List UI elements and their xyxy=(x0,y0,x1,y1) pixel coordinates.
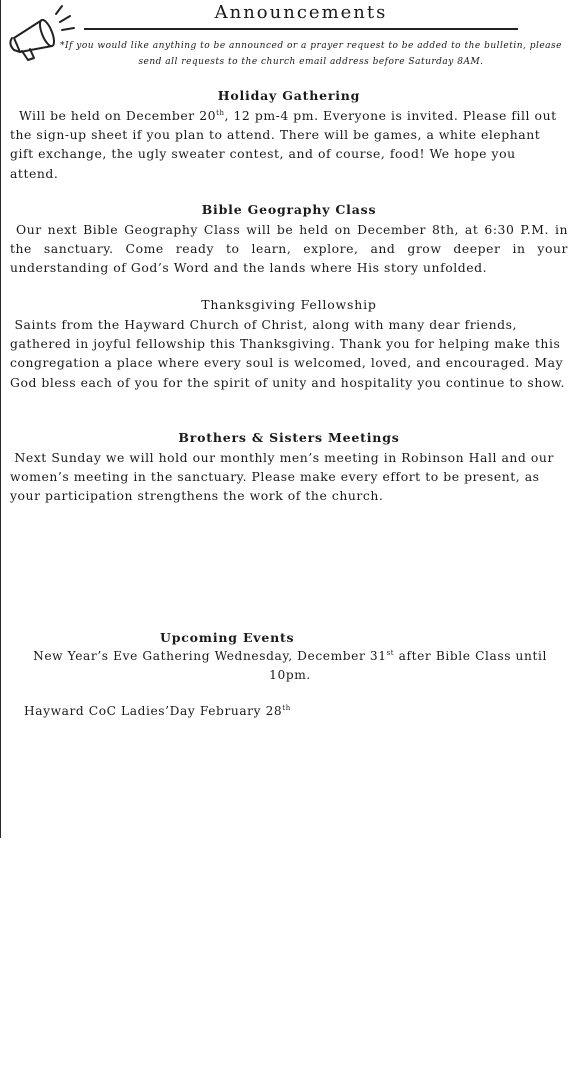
section-holiday-gathering xyxy=(10,86,568,183)
section-title: Holiday Gathering xyxy=(217,88,361,103)
section-title: Bible Geography Class xyxy=(201,202,377,217)
section-body: Our next Bible Geography Class will be held on December 8th, at 6:30 P.M. in the sanctuary. Come ready to learn, explore, and grow deeper in your understanding of God’s Word and the lands where His story unfolded. xyxy=(10,222,568,276)
event-ladies-day: Hayward CoC Ladies’Day February 28th xyxy=(24,703,291,718)
section-body: Next Sunday we will hold our monthly men’s meeting in Robinson Hall and our women’s meeting in the sanctuary. Please make every effort to be present, as your participation strengthens the work of the church. xyxy=(10,450,554,504)
section-title: Thanksgiving Fellowship xyxy=(201,297,377,312)
section-body: Saints from the Hayward Church of Christ, along with many dear friends, gathered in joyful fellowship this Thanksgiving. Thank you for helping make this congregation a place where every soul is welcomed, loved, and encouraged. May God bless each of you for the spirit of unity and hospitality you continue to show. xyxy=(10,317,566,390)
event-new-years-eve: New Year’s Eve Gathering Wednesday, December 31st after Bible Class until 10pm. xyxy=(33,648,547,682)
section-thanksgiving-fellowship xyxy=(10,295,568,392)
section-bible-geography xyxy=(10,200,568,278)
submission-note: *If you would like anything to be announced or a prayer request to be added to the bulletin, please send all requests to the church email address before Saturday 8AM. xyxy=(59,41,562,67)
section-body: Will be held on December 20th, 12 pm-4 pm. Everyone is invited. Please fill out the sign-up sheet if you plan to attend. There will be games, a white elephant gift exchange, the ugly sweater contest, and of course, food! We hope you attend. xyxy=(10,108,557,181)
page-left-border xyxy=(0,0,1,838)
section-brothers-sisters-meetings xyxy=(10,428,568,506)
page-title: Announcements xyxy=(84,0,518,30)
upcoming-events-title: Upcoming Events xyxy=(160,630,295,645)
section-title: Brothers & Sisters Meetings xyxy=(178,430,400,445)
